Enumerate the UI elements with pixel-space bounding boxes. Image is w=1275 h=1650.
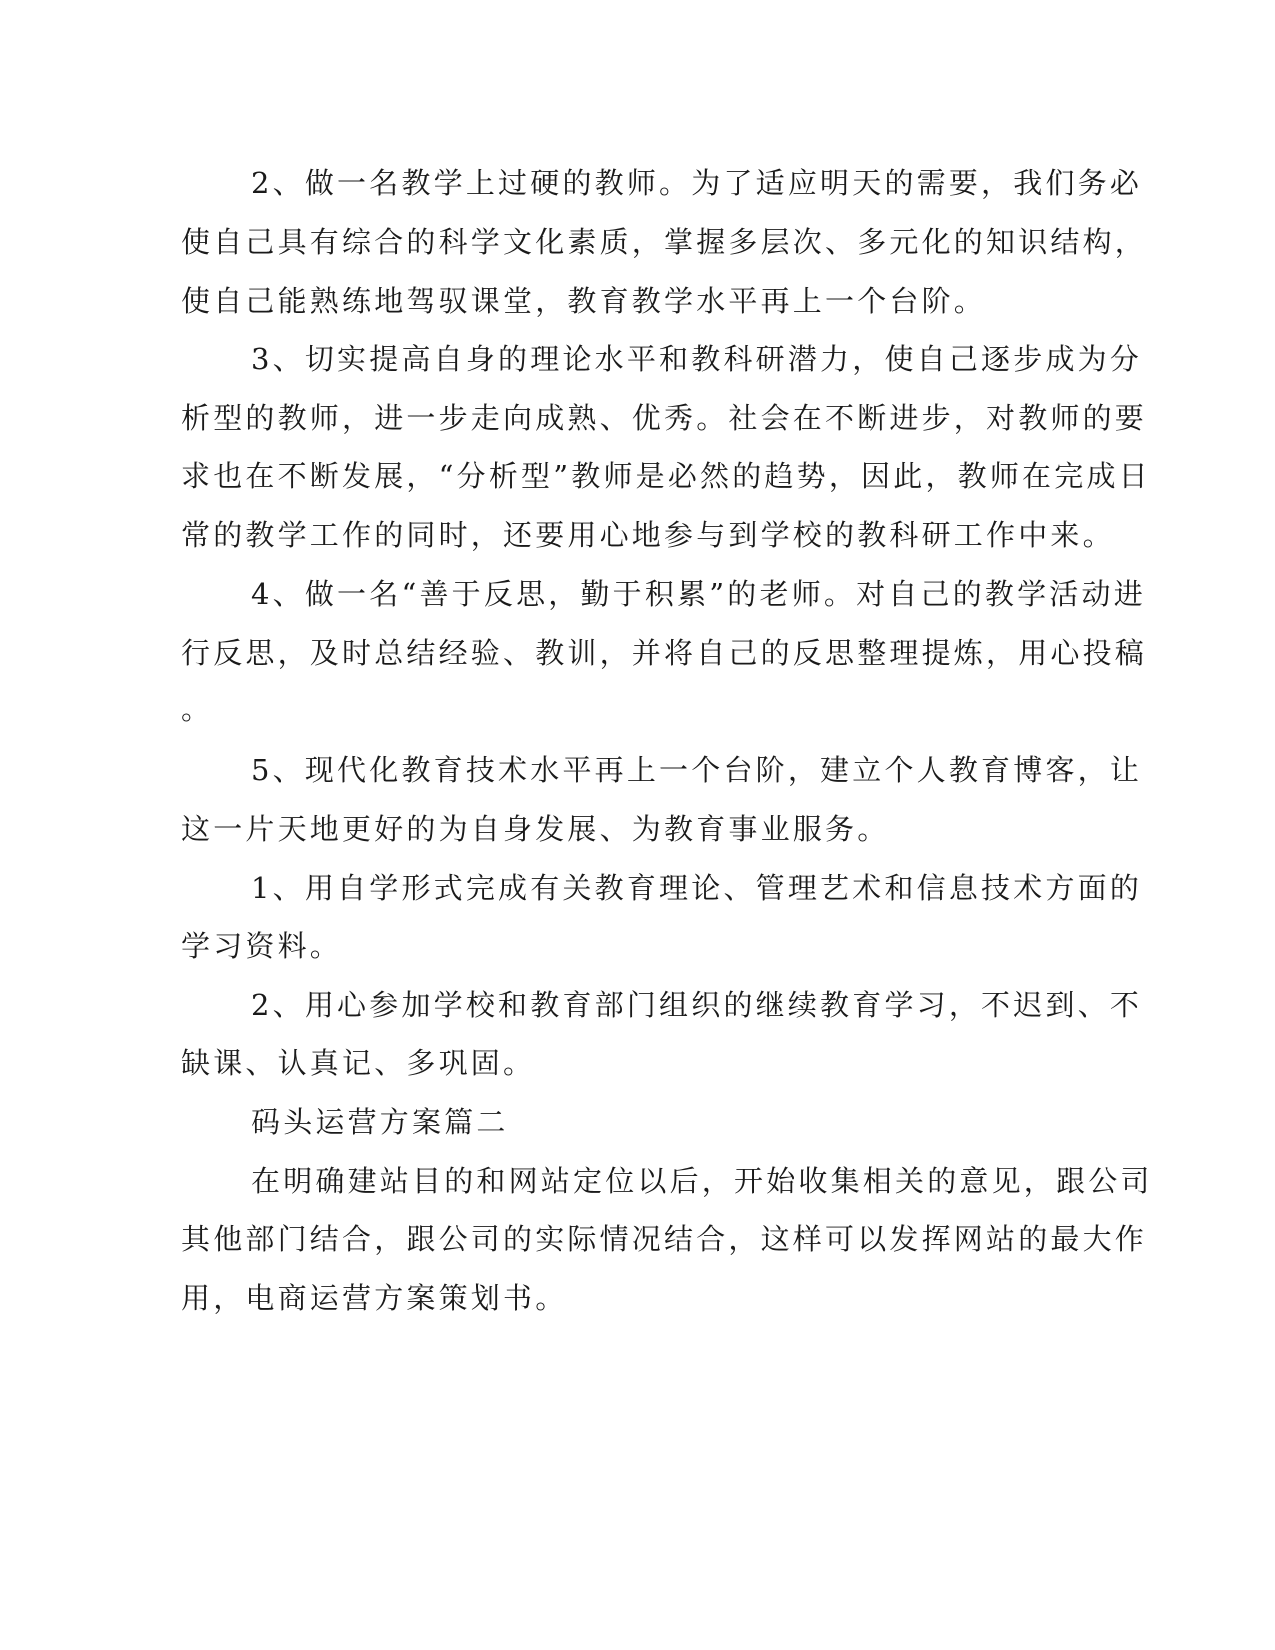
paragraph-line: 析型的教师，进一步走向成熟、优秀。社会在不断进步，对教师的要: [181, 401, 1148, 435]
paragraph-line: 2、用心参加学校和教育部门组织的继续教育学习，不迟到、不: [251, 988, 1143, 1022]
paragraph-line: 使自己具有综合的科学文化素质，掌握多层次、多元化的知识结构，: [181, 225, 1148, 259]
paragraph-line: 缺课、认真记、多巩固。: [181, 1046, 536, 1080]
paragraph-line: 求也在不断发展，“分析型”教师是必然的趋势，因此，教师在完成日: [181, 459, 1151, 493]
paragraph-line: 其他部门结合，跟公司的实际情况结合，这样可以发挥网站的最大作: [181, 1222, 1148, 1256]
paragraph-line: 3、切实提高自身的理论水平和教科研潜力，使自己逐步成为分: [251, 342, 1143, 376]
paragraph-line: 。: [181, 692, 214, 726]
paragraph-line: 2、做一名教学上过硬的教师。为了适应明天的需要，我们务必: [251, 166, 1143, 200]
paragraph-line: 学习资料。: [181, 929, 343, 963]
paragraph-line: 用，电商运营方案策划书。: [181, 1281, 568, 1315]
paragraph-line: 这一片天地更好的为自身发展、为教育事业服务。: [181, 812, 890, 846]
paragraph-line: 常的教学工作的同时，还要用心地参与到学校的教科研工作中来。: [181, 518, 1115, 552]
paragraph-line: 5、现代化教育技术水平再上一个台阶，建立个人教育博客，让: [251, 753, 1143, 787]
paragraph-line: 1、用自学形式完成有关教育理论、管理艺术和信息技术方面的: [251, 871, 1143, 905]
paragraph-line: 4、做一名“善于反思，勤于积累”的老师。对自己的教学活动进: [251, 577, 1146, 611]
paragraph-line: 在明确建站目的和网站定位以后，开始收集相关的意见，跟公司: [251, 1164, 1153, 1198]
section-heading: 码头运营方案篇二: [251, 1105, 509, 1139]
paragraph-line: 使自己能熟练地驾驭课堂，教育教学水平再上一个台阶。: [181, 284, 987, 318]
paragraph-line: 行反思，及时总结经验、教训，并将自己的反思整理提炼，用心投稿: [181, 636, 1148, 670]
